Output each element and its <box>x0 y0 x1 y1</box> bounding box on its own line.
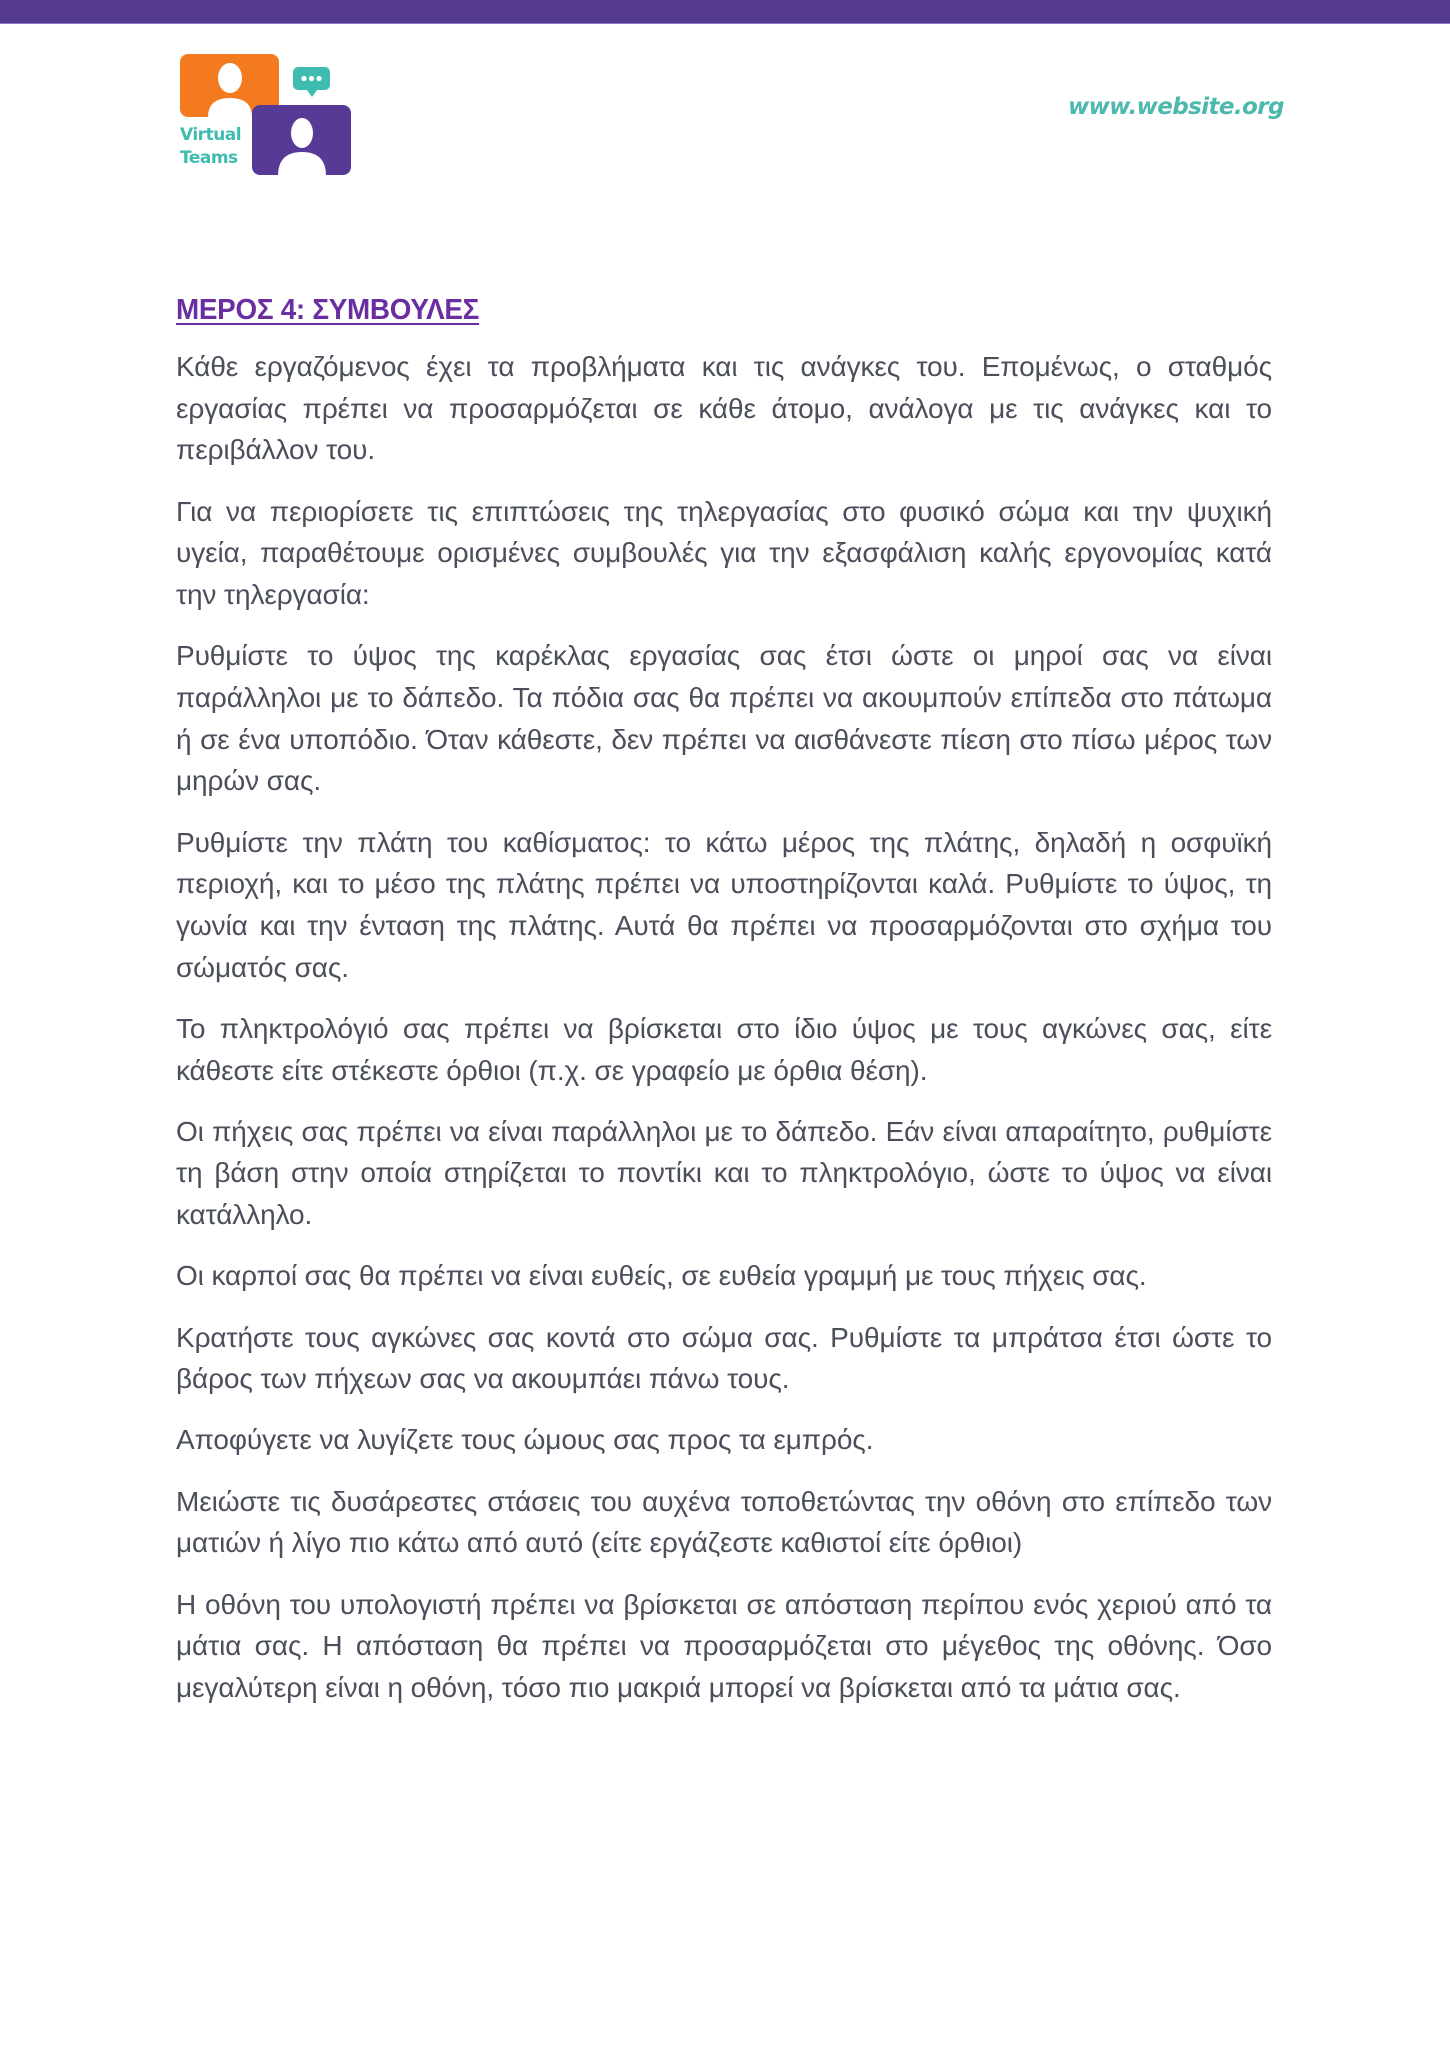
section-title: ΜΕΡΟΣ 4: ΣΥΜΒΟΥΛΕΣ <box>176 294 480 326</box>
logo-text-virtual: Virtual <box>180 125 242 145</box>
top-color-bar <box>0 0 1450 24</box>
paragraph: Αποφύγετε να λυγίζετε τους ώμους σας προς τα εμπρός. <box>176 1424 874 1456</box>
virtual-teams-logo <box>178 53 353 178</box>
logo-text-teams: Teams <box>180 148 238 168</box>
paragraph: Οι πήχεις σας πρέπει να είναι παράλληλοι με το δάπεδο. Εάν είναι απαραίτητο, ρυθμίστε τη βάση στην οποία στηρίζεται το ποντίκι και το πληκτρολόγιο, ώστε το ύψος να είναι κατάλληλο. <box>176 1115 1272 1231</box>
paragraph: Κρατήστε τους αγκώνες σας κοντά στο σώμα σας. Ρυθμίστε τα μπράτσα έτσι ώστε το βάρος των πήχεων σας να ακουμπάει πάνω τους. <box>176 1321 1272 1395</box>
paragraph: Ρυθμίστε το ύψος της καρέκλας εργασίας σας έτσι ώστε οι μηροί σας να είναι παράλληλοι με το δάπεδο. Τα πόδια σας θα πρέπει να ακουμπούν επίπεδα στο πάτωμα ή σε ένα υποπόδιο. Όταν κάθεστε, δεν πρέπει να αισθάνεστε πίεση στο πίσω μέρος των μηρών σας. <box>176 640 1272 797</box>
website-url[interactable]: www.website.org <box>1068 94 1284 120</box>
paragraph: Μειώστε τις δυσάρεστες στάσεις του αυχένα τοποθετώντας την οθόνη στο επίπεδο των ματιών ή λίγο πιο κάτω από αυτό (είτε εργάζεστε καθιστοί είτε όρθιοι) <box>176 1485 1272 1559</box>
paragraph: Η οθόνη του υπολογιστή πρέπει να βρίσκεται σε απόσταση περίπου ενός χεριού από τα μάτια σας. Η απόσταση θα πρέπει να προσαρμόζεται στο μέγεθος της οθόνης. Όσο μεγαλύτερη είναι η οθόνη, τόσο πιο μακριά μπορεί να βρίσκεται από τα μάτια σας. <box>176 1588 1272 1703</box>
paragraph: Κάθε εργαζόμενος έχει τα προβλήματα και τις ανάγκες του. Επομένως, ο σταθμός εργασίας πρέπει να προσαρμόζεται σε κάθε άτομο, ανάλογα με τις ανάγκες και το περιβάλλον του. <box>176 351 1272 466</box>
paragraph: Το πληκτρολόγιό σας πρέπει να βρίσκεται στο ίδιο ύψος με τους αγκώνες σας, είτε κάθεστε είτε στέκεστε όρθιοι (π.χ. σε γραφείο με όρθια θέση). <box>176 1012 1272 1086</box>
paragraph: Ρυθμίστε την πλάτη του καθίσματος: το κάτω μέρος της πλάτης, δηλαδή η οσφυϊκή περιοχή, και το μέσο της πλάτης πρέπει να υποστηρίζονται καλά. Ρυθμίστε το ύψος, τη γωνία και την ένταση της πλάτης. Αυτά θα πρέπει να προσαρμόζονται στο σχήμα του σώματός σας. <box>176 826 1272 983</box>
paragraph: Για να περιορίσετε τις επιπτώσεις της τηλεργασίας στο φυσικό σώμα και την ψυχική υγεία, παραθέτουμε ορισμένες συμβουλές για την εξασφάλιση καλής εργονομίας κατά την τηλεργασία: <box>176 495 1272 611</box>
paragraph: Οι καρποί σας θα πρέπει να είναι ευθείς, σε ευθεία γραμμή με τους πήχεις σας. <box>176 1260 1147 1292</box>
document-body <box>176 290 1272 1728</box>
